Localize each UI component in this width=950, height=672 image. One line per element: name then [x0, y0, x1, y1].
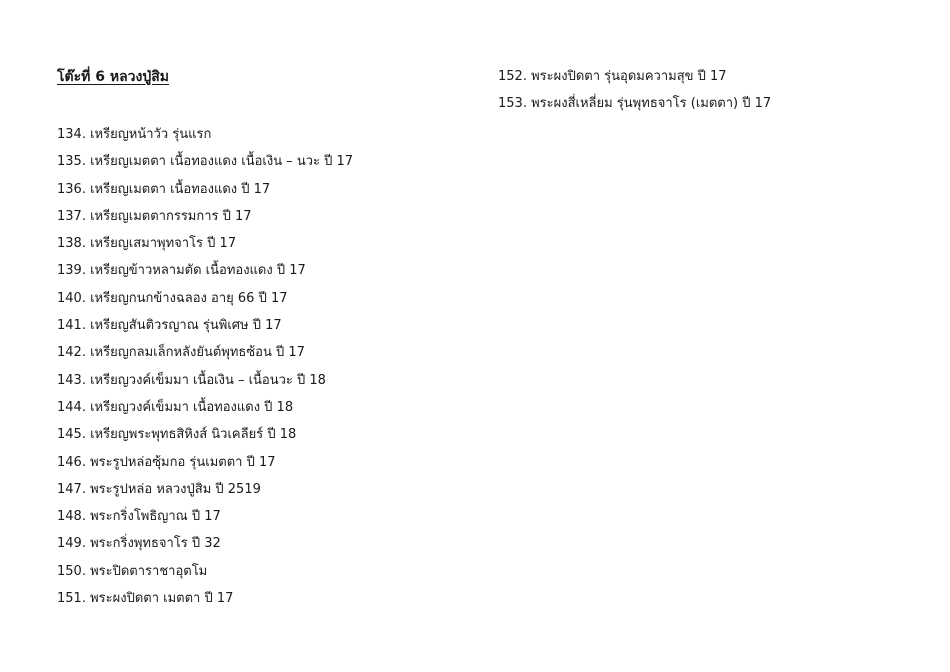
- list-item: 141. เหรียญสันติวรญาณ รุ่นพิเศษ ปี 17: [57, 318, 282, 334]
- amulet-list-right: [498, 63, 771, 118]
- list-item: 150. พระปิดตาราชาอุตโม: [57, 563, 208, 579]
- list-item: 136. เหรียญเมตตา เนื้อทองแดง ปี 17: [57, 181, 271, 197]
- list-item: 135. เหรียญเมตตา เนื้อทองแดง เนื้อเงิน – นวะ ปี 17: [57, 154, 354, 170]
- list-item: 152. พระผงปิดตา รุ่นอุดมความสุข ปี 17: [498, 69, 727, 84]
- list-item: 148. พระกริ่งโพธิญาณ ปี 17: [57, 509, 221, 525]
- list-item: 134. เหรียญหน้าวัว รุ่นแรก: [57, 127, 212, 142]
- list-item: 151. พระผงปิดตา เมตตา ปี 17: [57, 591, 234, 607]
- list-item: 137. เหรียญเมตตากรรมการ ปี 17: [57, 208, 252, 224]
- list-item: 147. พระรูปหล่อ หลวงปู่สิม ปี 2519: [57, 481, 261, 497]
- page-heading: โต๊ะที่ 6 หลวงปู่สิม: [57, 69, 170, 85]
- list-item: 143. เหรียญวงค์เข็มมา เนื้อเงิน – เนื้อนวะ ปี 18: [57, 372, 326, 388]
- list-item: 138. เหรียญเสมาพุทจาโร ปี 17: [57, 236, 237, 252]
- list-item: 153. พระผงสี่เหลี่ยม รุ่นพุทธจาโร (เมตตา) ปี 17: [498, 96, 772, 112]
- amulet-list-left: [57, 121, 353, 612]
- list-item: 145. เหรียญพระพุทธสิหิงส์ นิวเคลียร์ ปี 18: [57, 427, 297, 443]
- list-item: 139. เหรียญข้าวหลามตัด เนื้อทองแดง ปี 17: [57, 263, 306, 279]
- list-item: 144. เหรียญวงค์เข็มมา เนื้อทองแดง ปี 18: [57, 399, 294, 415]
- list-item: 149. พระกริ่งพุทธจาโร ปี 32: [57, 536, 221, 552]
- list-item: 142. เหรียญกลมเล็กหลังยันต์พุทธซ้อน ปี 17: [57, 345, 305, 361]
- list-item: 140. เหรียญกนกข้างฉลอง อายุ 66 ปี 17: [57, 290, 288, 306]
- list-item: 146. พระรูปหล่อซุ้มกอ รุ่นเมตตา ปี 17: [57, 454, 276, 470]
